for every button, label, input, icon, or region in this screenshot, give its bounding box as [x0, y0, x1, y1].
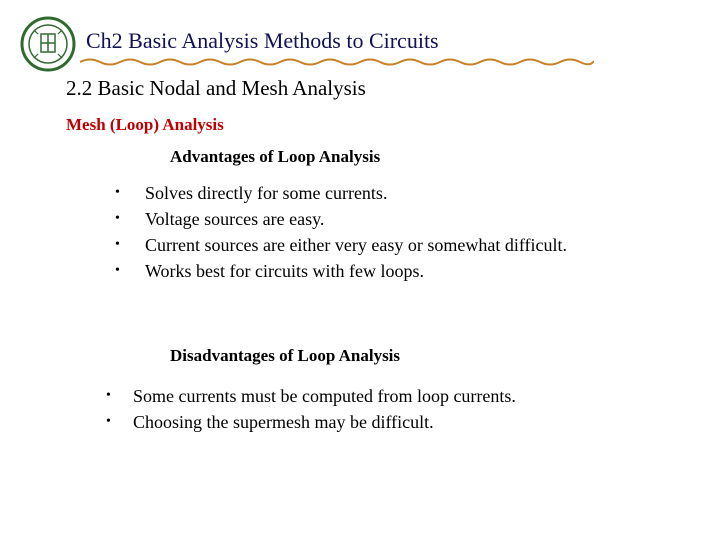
list-item — [115, 258, 567, 284]
chapter-title: Ch2 Basic Analysis Methods to Circuits — [86, 28, 439, 53]
university-logo — [20, 16, 76, 72]
bullet: • — [106, 414, 111, 429]
list-item — [115, 232, 568, 258]
bullet: • — [115, 237, 120, 252]
disadvantages-heading: Disadvantages of Loop Analysis — [170, 346, 401, 365]
list-item-text: Current sources are either very easy or somewhat difficult. — [145, 235, 568, 255]
list-item-text: Some currents must be computed from loop currents. — [133, 386, 516, 406]
list-item — [106, 383, 516, 409]
list-item — [115, 206, 567, 232]
list-item-text: Works best for circuits with few loops. — [145, 261, 424, 281]
section-title: 2.2 Basic Nodal and Mesh Analysis — [66, 76, 366, 100]
list-item-text: Choosing the supermesh may be difficult. — [133, 412, 434, 432]
list-item — [115, 180, 567, 206]
disadvantages-list — [106, 383, 516, 435]
bullet: • — [106, 388, 111, 403]
advantages-heading: Advantages of Loop Analysis — [170, 147, 381, 166]
list-item — [106, 409, 516, 435]
bullet: • — [115, 211, 120, 226]
list-item-text: Solves directly for some currents. — [145, 183, 388, 203]
bullet: • — [115, 263, 120, 278]
header-divider — [80, 56, 594, 66]
subsection-title: Mesh (Loop) Analysis — [66, 115, 224, 134]
list-item-text: Voltage sources are easy. — [145, 209, 325, 229]
advantages-list — [115, 180, 568, 284]
bullet: • — [115, 185, 120, 200]
